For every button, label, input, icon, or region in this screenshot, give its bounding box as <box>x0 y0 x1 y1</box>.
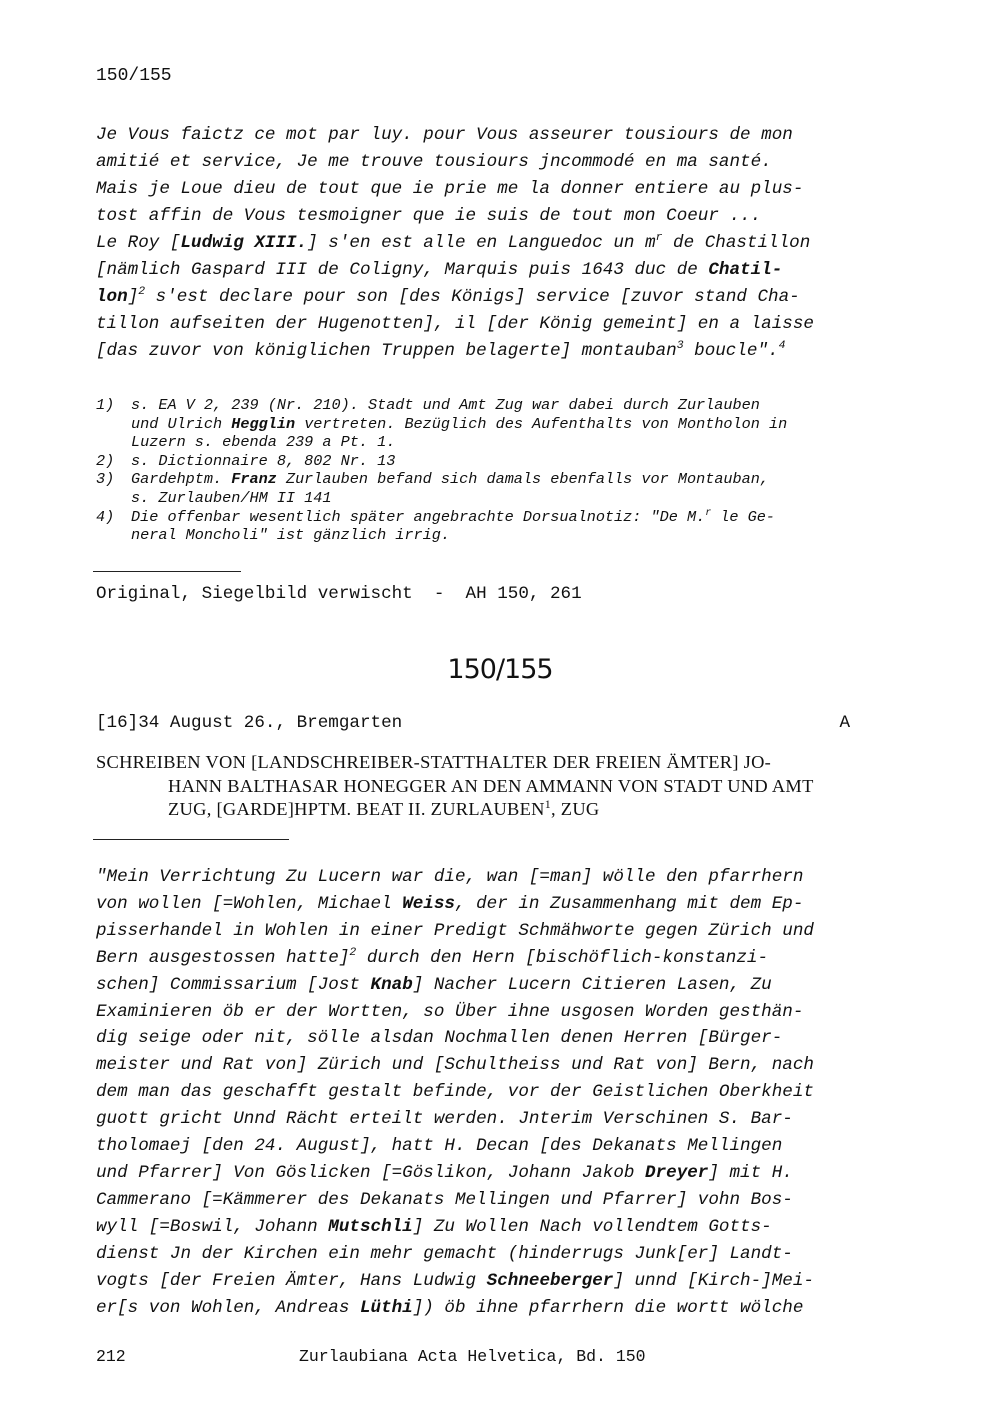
text-line: und Pfarrer] Von Göslicken [=Göslikon, Johann Jakob Dreyer] mit H. <box>96 1162 793 1183</box>
text-line: [das zuvor von königlichen Truppen belagerte] montauban$^3$ boucle".$^4$ <box>96 339 786 361</box>
person-name: Mutschli <box>328 1216 413 1237</box>
source-note: Original, Siegelbild verwischt - AH 150, 261 <box>96 584 582 604</box>
person-name: Schneeberger <box>486 1270 614 1291</box>
footnote: 2) s. Dictionnaire 8, 802 Nr. 13 <box>96 451 396 470</box>
text-line: lon]$^2$ s'est declare pour son [des Königs] service [zuvor stand Cha- <box>96 285 800 307</box>
text-line: Mais je Loue dieu de tout que ie prie me la donner entiere au plus- <box>96 179 804 199</box>
text-line: Bern ausgestossen hatte]$^2$ durch den Hern [bischöflich-konstanzi- <box>96 945 769 968</box>
date-place: [16]34 August 26., Bremgarten <box>96 713 403 733</box>
footnote-ref: 1 <box>544 796 551 811</box>
text-line: [nämlich Gaspard III de Coligny, Marquis puis 1643 duc de Chatil- <box>96 260 783 280</box>
text-line: dig seige oder nit, sölle alsdan Nochmallen denen Herren [Bürger- <box>96 1028 783 1049</box>
page-footer <box>96 1347 646 1366</box>
text-line: guott gricht Unnd Rächt erteilt werden. Jnterim Verschinen S. Bar- <box>96 1109 793 1130</box>
person-name: Weiss <box>402 893 455 914</box>
footnotes <box>96 396 787 545</box>
letter-text-previous <box>96 122 814 365</box>
text-line: dienst Jn der Kirchen ein mehr gemacht (hinderrugs Junk[er] Landt- <box>96 1243 793 1264</box>
page-header-number: 150/155 <box>96 66 172 86</box>
divider <box>93 839 289 840</box>
text-line: tost affin de Vous tesmoigner que ie suis de tout mon Coeur ... <box>96 206 762 226</box>
person-name: Ludwig XIII. <box>180 233 308 253</box>
text-line: tholomaej [den 24. August], hatt H. Decan [des Dekanats Mellingen <box>96 1136 783 1157</box>
text-line: meister und Rat von] Zürich und [Schultheiss und Rat von] Bern, nach <box>96 1055 814 1076</box>
text-line: von wollen [=Wohlen, Michael Weiss, der in Zusammenhang mit dem Ep- <box>96 893 804 914</box>
page-number: 212 <box>96 1347 126 1366</box>
divider <box>93 571 241 572</box>
publication-title: Zurlaubiana Acta Helvetica, Bd. 150 <box>299 1347 646 1366</box>
person-name: Knab <box>370 974 413 995</box>
person-name: lon <box>96 287 128 307</box>
footnote-ref: 3 <box>676 339 684 353</box>
document-grade: A <box>839 713 850 733</box>
person-name: Chatil- <box>708 260 783 280</box>
dateline <box>96 713 850 733</box>
text-line: amitié et service, Je me trouve tousiours jncommodé en ma santé. <box>96 152 772 172</box>
footnote: 4) Die offenbar wesentlich später angebrachte Dorsualnotiz: "De M.$^r$ le Ge- neral Moncholi" ist gänzlich irrig. <box>96 506 775 545</box>
document-heading: SCHREIBEN VON [LANDSCHREIBER-STATTHALTER DER FREIEN ÄMTER] JO- HANN BALTHASAR HONEGGER AN DEN AMMANN VON STADT UND AMT ZUG, [GARDE]HPTM. BEAT II. ZURLAUBEN$^1$, ZUG <box>96 752 814 819</box>
person-name: Dreyer <box>645 1162 709 1183</box>
footnote-ref: 4 <box>778 339 786 353</box>
footnote: 1) s. EA V 2, 239 (Nr. 210). Stadt und Amt Zug war dabei durch Zurlauben und Ulrich Hegglin vertreten. Bezüglich des Aufenthalts von Montholon in Luzern s. ebenda 239 a Pt. 1. <box>96 396 788 452</box>
text-line: pisserhandel in Wohlen in einer Predigt Schmähworte gegen Zürich und <box>96 920 814 941</box>
letter-text <box>96 864 814 1321</box>
text-line: er[s von Wohlen, Andreas Lüthi]) öb ihne pfarrhern die wortt wölche <box>96 1297 804 1318</box>
text-line: "Mein Verrichtung Zu Lucern war die, wan [=man] wölle den pfarrhern <box>96 867 804 887</box>
footnote-ref: 2 <box>349 945 357 959</box>
person-name: Lüthi <box>359 1297 413 1318</box>
text-line: Le Roy [Ludwig XIII.] s'en est alle en Languedoc un $m^r$ de Chastillon <box>96 231 811 253</box>
footnote-ref: 2 <box>138 285 146 299</box>
text-line: Examinieren öb er der Wortten, so Über ihne usgosen Worden gesthän- <box>96 1001 804 1022</box>
footnote: 3) Gardehptm. Franz Zurlauben befand sich damals ebenfalls vor Montauban, s. Zurlauben/HM II 141 <box>96 470 769 507</box>
text-line: schen] Commissarium [Jost Knab] Nacher Lucern Citieren Lasen, Zu <box>96 974 772 995</box>
text-line: Je Vous faictz ce mot par luy. pour Vous asseurer tousiours de mon <box>96 125 793 145</box>
text-line: wyll [=Boswil, Johann Mutschli] Zu Wollen Nach vollendtem Gotts- <box>96 1216 772 1237</box>
text-line: tillon aufseiten der Hugenotten], il [der König gemeint] en a laisse <box>96 314 814 334</box>
text-line: dem man das geschafft gestalt befinde, vor der Geistlichen Oberkheit <box>96 1082 814 1103</box>
text-line: Cammerano [=Kämmerer des Dekanats Mellingen und Pfarrer] vohn Bos- <box>96 1189 793 1210</box>
document-number: 150/155 <box>447 654 553 685</box>
text-line: vogts [der Freien Ämter, Hans Ludwig Schneeberger] unnd [Kirch-]Mei- <box>96 1270 814 1291</box>
